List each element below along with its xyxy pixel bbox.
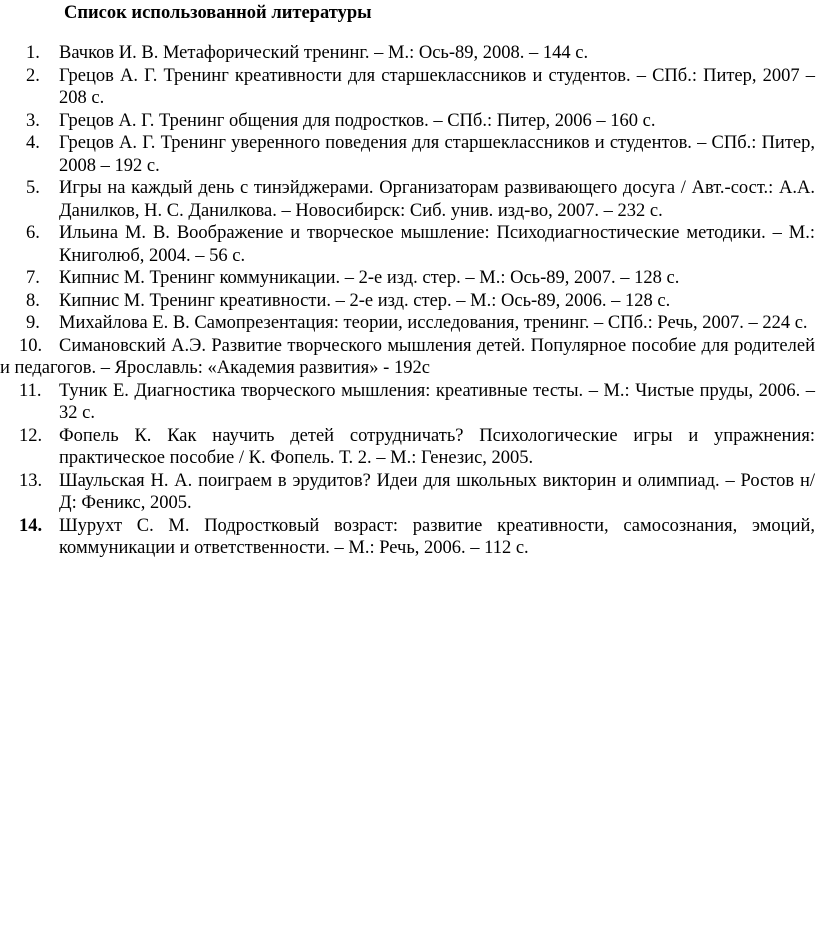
list-item-text: Михайлова Е. В. Самопрезентация: теории, исследования, тренинг. – СПб.: Речь, 2007. – 224 с. <box>59 313 808 333</box>
list-item-text: Грецов А. Г. Тренинг креативности для старшеклассников и студентов. – СПб.: Питер, 2007 – 208 с. <box>59 65 815 108</box>
list-item <box>0 222 816 267</box>
list-item-number: 10. <box>19 335 43 356</box>
list-item-number: 13. <box>19 470 43 491</box>
list-item-number: 7. <box>26 268 40 288</box>
list-item-number: 14. <box>19 515 43 536</box>
list-item-number: 2. <box>26 65 40 86</box>
list-item-text: Грецов А. Г. Тренинг уверенного поведения для старшеклассников и студентов. – СПб.: Питер, 2008 – 192 с. <box>59 133 815 176</box>
list-item <box>0 290 816 313</box>
list-item <box>0 177 816 222</box>
reference-list <box>0 42 816 560</box>
list-item-number: 4. <box>26 133 40 153</box>
list-item-text: Ильина М. В. Воображение и творческое мышление: Психодиагностические методики. – М.: Книголюб, 2004. – 56 с. <box>59 223 815 266</box>
list-item <box>0 65 816 110</box>
list-item-text: Кипнис М. Тренинг коммуникации. – 2-е изд. стер. – М.: Ось-89, 2007. – 128 с. <box>59 268 680 288</box>
list-item-text: Вачков И. В. Метафорический тренинг. – М.: Ось-89, 2008. – 144 с. <box>59 43 589 63</box>
list-item <box>0 470 816 515</box>
list-item-text: Кипнис М. Тренинг креативности. – 2-е изд. стер. – М.: Ось-89, 2006. – 128 с. <box>59 290 671 311</box>
list-item-text: Фопель К. Как научить детей сотрудничать? Психологические игры и упражнения: практическое пособие / К. Фопель. Т. 2. – М.: Генезис, 2005. <box>59 425 815 468</box>
list-item-number: 6. <box>26 223 40 243</box>
list-item-number: 9. <box>26 313 40 333</box>
list-item <box>0 312 816 335</box>
list-item <box>0 267 816 290</box>
list-item-number: 1. <box>26 43 40 63</box>
list-item-number: 11. <box>19 380 42 401</box>
list-item <box>0 335 816 380</box>
list-item-text: Грецов А. Г. Тренинг общения для подростков. – СПб.: Питер, 2006 – 160 с. <box>59 110 656 131</box>
page-title: Список использованной литературы <box>64 3 372 23</box>
list-item <box>0 42 816 65</box>
list-item-text: Туник Е. Диагностика творческого мышления: креативные тесты. – М.: Чистые пруды, 2006. – 32 с. <box>59 380 815 423</box>
list-item <box>0 132 816 177</box>
list-item-text: Симановский А.Э. Развитие творческого мышления детей. Популярное пособие для родителей и педагогов. – Ярославль: «Академия развития» - 192с <box>0 335 815 378</box>
list-item <box>0 425 816 470</box>
list-item <box>0 515 816 560</box>
list-item-text: Игры на каждый день с тинэйджерами. Организаторам развивающего досуга / Авт.-сост.: А.А. Данилков, Н. С. Данилкова. – Новосибирск: Сиб. унив. изд-во, 2007. – 232 с. <box>59 178 815 221</box>
list-item-number: 3. <box>26 110 40 131</box>
list-item-number: 5. <box>26 178 40 198</box>
list-item <box>0 110 816 133</box>
list-item <box>0 380 816 425</box>
list-item-text: Шурухт С. М. Подростковый возраст: развитие креативности, самосознания, эмоций, коммуникации и ответственности. – М.: Речь, 2006. – 112 с. <box>59 515 815 558</box>
list-item-text: Шаульская Н. А. поиграем в эрудитов? Идеи для школьных викторин и олимпиад. – Ростов н/Д: Феникс, 2005. <box>59 470 815 513</box>
list-item-number: 12. <box>19 425 43 446</box>
list-item-number: 8. <box>26 290 40 311</box>
